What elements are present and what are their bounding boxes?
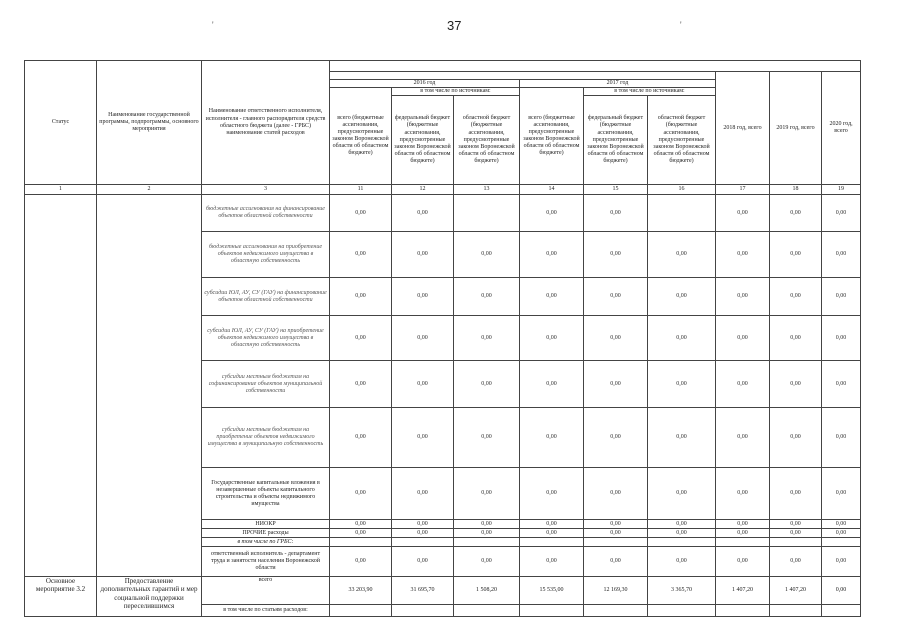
table-row: субсидии местным бюджетам на софинансирование объектов муниципальной собственности 0,00 0,00 0,00 0,00 0,00 0,00 0,00 0,00 0,00 [25,361,861,408]
table-row: субсидии ЮЛ, АУ, СУ (ГАУ) на приобретение объектов недвижимого имущества в областную собственность 0,00 0,00 0,00 0,00 0,00 0,00 0,00 0,00 0,00 [25,316,861,361]
table-row: субсидии ЮЛ, АУ, СУ (ГАУ) на финансирование объектов областной собственности 0,00 0,00 0,00 0,00 0,00 0,00 0,00 0,00 0,00 [25,278,861,316]
page-number: 37 [447,18,462,33]
header-2019: 2019 год, всего [770,72,822,185]
row-label: субсидии местным бюджетам на приобретение объектов недвижимого имущества в муниципальную собственность [202,408,330,468]
main-event-name: Предоставление дополнительных гарантий и мер социальной поддержки переселившимся [97,577,202,617]
table-row: ПРОЧИЕ расходы 0,00 0,00 0,00 0,00 0,00 0,00 0,00 0,00 0,00 [25,529,861,538]
row-label: в том числе по ГРБС: [202,538,330,547]
row-label: субсидии ЮЛ, АУ, СУ (ГАУ) на приобретение объектов недвижимого имущества в областную собственность [202,316,330,361]
budget-table [24,60,861,617]
row-label: субсидии местным бюджетам на софинансирование объектов муниципальной собственности [202,361,330,408]
main-event-row: Основное мероприятие 3.2 Предоставление дополнительных гарантий и мер социальной поддержки переселившимся всего 33 203,90 31 695,70 1 508,20 15 535,00 12 169,30 3 365,70 1 407,20 1 407,20 0,00 [25,577,861,605]
header-2016-federal: федеральный бюджет (бюджетные ассигнования, предусмотренные законом Воронежской области об областном бюджете) [392,96,454,185]
scan-mark: ' [680,20,682,30]
header-2017-federal: федеральный бюджет (бюджетные ассигнования, предусмотренные законом Воронежской области об областном бюджете) [584,96,648,185]
main-event-by-expense: в том числе по статьям расходов: [202,605,330,617]
main-event-status: Основное мероприятие 3.2 [25,577,97,617]
row-label: ответственный исполнитель - департамент труда и занятости населения Воронежской области [202,547,330,577]
table-row: НИОКР 0,00 0,00 0,00 0,00 0,00 0,00 0,00 0,00 0,00 [25,520,861,529]
header-2017-regional: областной бюджет (бюджетные ассигнования, предусмотренные законом Воронежской области об областном бюджете) [648,96,716,185]
header-2018: 2018 год, всего [716,72,770,185]
row-label: ПРОЧИЕ расходы [202,529,330,538]
header-2020: 2020 год, всего [822,72,861,185]
table-row: бюджетные ассигнования на финансирование объектов областной собственности 0,00 0,00 0,00 0,00 0,00 0,00 0,00 [25,195,861,232]
header-2017-total: всего (бюджетные ассигнования, предусмотренные законом Воронежской области об областном бюджете) [520,88,584,185]
row-label: Государственные капитальные вложения в незавершенные объекты капитального строительства и объекты недвижимого имущества [202,468,330,520]
header-year-2017: 2017 год [520,80,716,88]
row-label: бюджетные ассигнования на приобретение объектов недвижимого имущества в областную собственность [202,232,330,278]
header-program-name: Наименование государственной программы, подпрограммы, основного мероприятия [97,61,202,185]
table-row: субсидии местным бюджетам на приобретение объектов недвижимого имущества в муниципальную собственность 0,00 0,00 0,00 0,00 0,00 0,00 0,00 0,00 0,00 [25,408,861,468]
table-row: бюджетные ассигнования на приобретение объектов недвижимого имущества в областную собственность 0,00 0,00 0,00 0,00 0,00 0,00 0,00 0,00 0,00 [25,232,861,278]
main-event-total-label: всего [202,577,330,605]
row-label: субсидии ЮЛ, АУ, СУ (ГАУ) на финансирование объектов областной собственности [202,278,330,316]
header-2016-by-sources: в том числе по источникам: [392,88,520,96]
header-2016-regional: областной бюджет (бюджетные ассигнования, предусмотренные законом Воронежской области об областном бюджете) [454,96,520,185]
table-row: Государственные капитальные вложения в незавершенные объекты капитального строительства и объекты недвижимого имущества 0,00 0,00 0,00 0,00 0,00 0,00 0,00 0,00 0,00 [25,468,861,520]
header-2017-by-sources: в том числе по источникам: [584,88,716,96]
header-executor: Наименование ответственного исполнителя, исполнителя - главного распорядителя средств областного бюджета (далее - ГРБС) наименование статей расходов [202,61,330,185]
column-number-row: 1 2 3 11 12 13 14 15 16 17 18 19 [25,185,861,195]
row-label: бюджетные ассигнования на финансирование объектов областной собственности [202,195,330,232]
header-status: Статус [25,61,97,185]
header-2016-total: всего (бюджетные ассигнования, предусмотренные законом Воронежской области об областном бюджете) [330,88,392,185]
row-label: НИОКР [202,520,330,529]
scan-mark: ' [212,20,214,30]
table-row: ответственный исполнитель - департамент труда и занятости населения Воронежской области 0,00 0,00 0,00 0,00 0,00 0,00 0,00 0,00 0,00 [25,547,861,577]
header-year-2016: 2016 год [330,80,520,88]
